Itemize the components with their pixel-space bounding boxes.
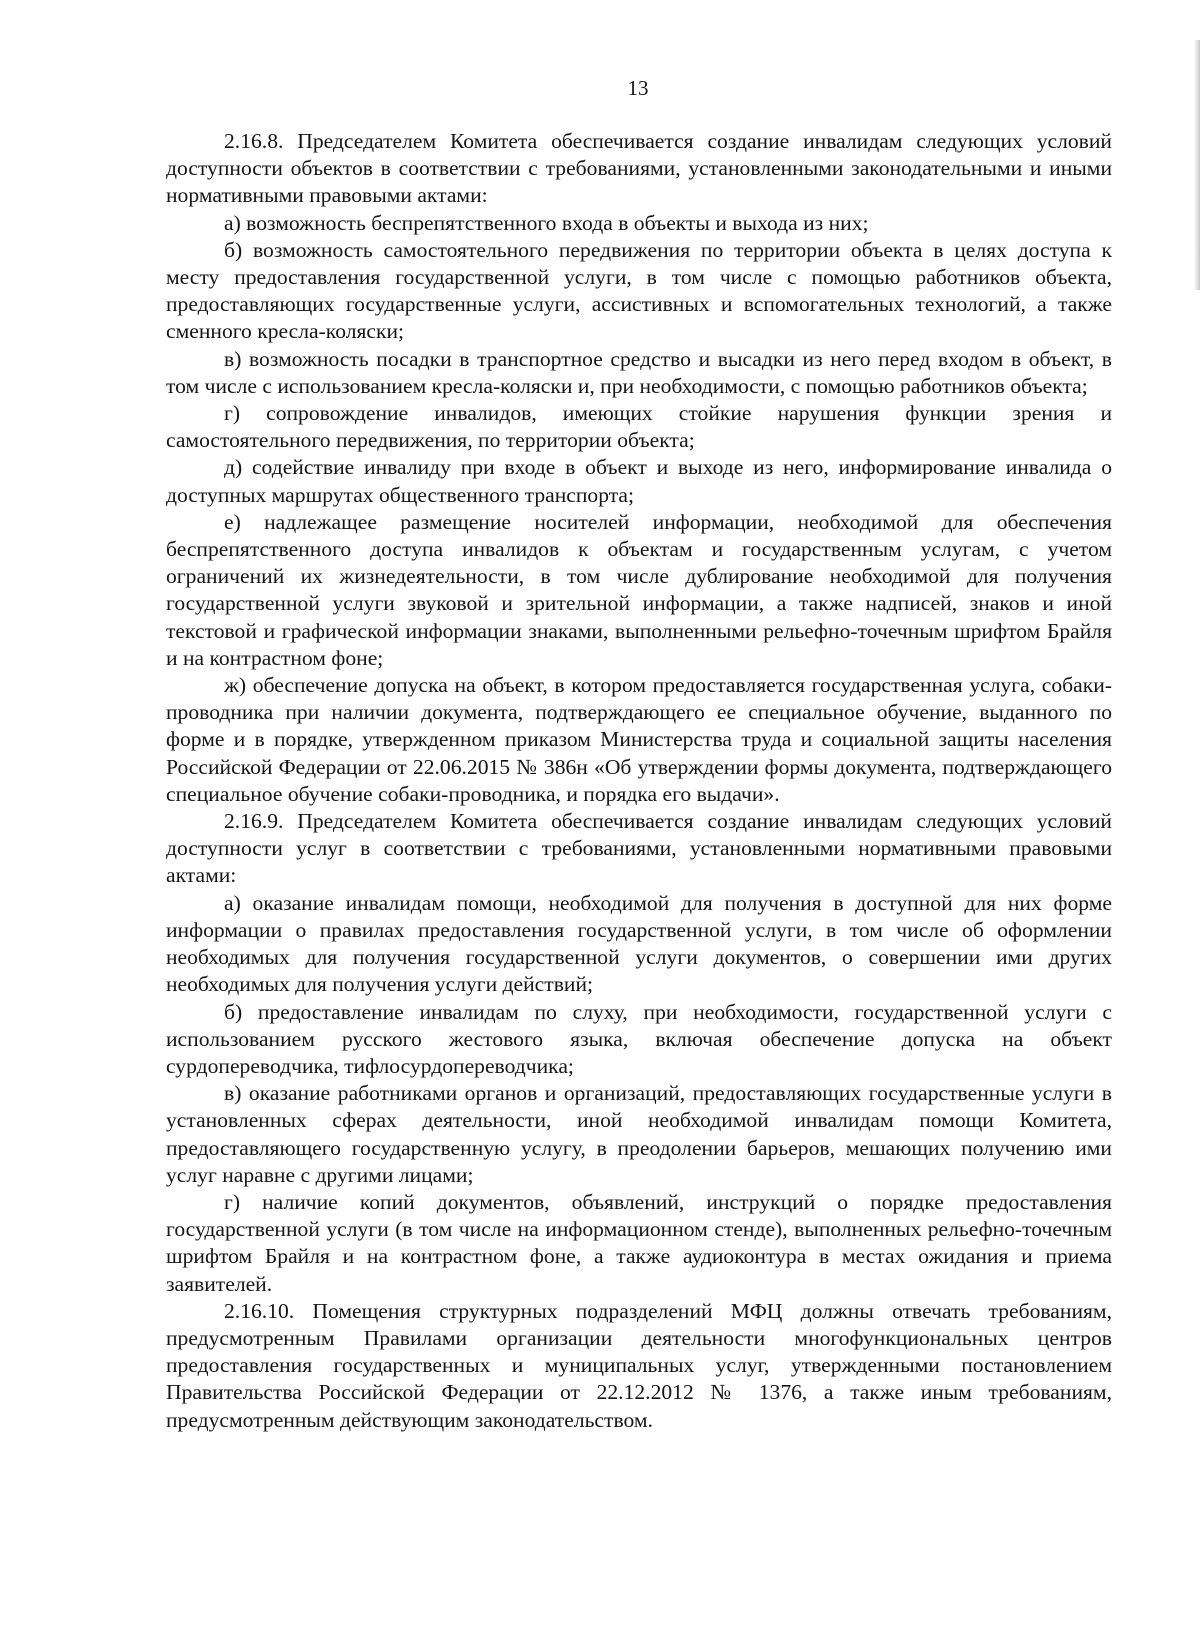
paragraph-2-16-9-a: а) оказание инвалидам помощи, необходимой для получения в доступной для них форме информации о правилах предоставления государственной услуги, в том числе об оформлении необходимых для получения государственной услуги документов, о совершении ими других необходимых для получения услуги действий;	[166, 890, 1112, 997]
paragraph-2-16-8-zh: ж) обеспечение допуска на объект, в котором предоставляется государственная услуга, собаки-проводника при наличии документа, подтверждающего ее специальное обучение, выданного по форме и в порядке, утвержденном приказом Министерства труда и социальной защиты населения Российской Федерации от 22.06.2015 № 386н «Об утверждении формы документа, подтверждающего специальное обучение собаки-проводника, и порядка его выдачи».	[166, 673, 1112, 806]
paragraph-2-16-9-v: в) оказание работниками органов и организаций, предоставляющих государственные услуги в установленных сферах деятельности, иной необходимой инвалидам помощи Комитета, предоставляющего государственную услугу, в преодолении барьеров, мешающих получению ими услуг наравне с другими лицами;	[166, 1081, 1112, 1187]
paragraph-2-16-9-b: б) предоставление инвалидам по слуху, при необходимости, государственной услуги с использованием русского жестового языка, включая обеспечение допуска на объект сурдопереводчика, тифлосурдопереводчика;	[166, 999, 1112, 1078]
paragraph-2-16-8-v: в) возможность посадки в транспортное средство и высадки из него перед входом в объект, в том числе с использованием кресла-коляски и, при необходимости, с помощью работников объекта;	[166, 346, 1112, 398]
paragraph-2-16-8-g: г) сопровождение инвалидов, имеющих стойкие нарушения функции зрения и самостоятельного передвижения, по территории объекта;	[166, 401, 1112, 453]
page-number: 13	[627, 76, 649, 100]
paragraph-2-16-8-b: б) возможность самостоятельного передвижения по территории объекта в целях доступа к месту предоставления государственной услуги, в том числе с помощью работников объекта, предоставляющих государственные услуги, ассистивных и вспомогательных технологий, а также сменного кресла-коляски;	[166, 237, 1112, 344]
paragraph-2-16-8-a: а) возможность беспрепятственного входа в объекты и выхода из них;	[224, 210, 869, 235]
paragraph-2-16-9: 2.16.9. Председателем Комитета обеспечивается создание инвалидам следующих условий доступности услуг в соответствии с требованиями, установленными нормативными правовыми актами:	[166, 809, 1112, 888]
paragraph-2-16-8-d: д) содействие инвалиду при входе в объект и выходе из него, информирование инвалида о доступных маршрутах общественного транспорта;	[166, 455, 1112, 507]
paragraph-2-16-10: 2.16.10. Помещения структурных подразделений МФЦ должны отвечать требованиям, предусмотренным Правилами организации деятельности многофункциональных центров предоставления государственных и муниципальных услуг, утвержденными постановлением Правительства Российской Федерации от 22.12.2012 № 1376, а также иным требованиям, предусмотренным действующим законодательством.	[166, 1298, 1112, 1432]
paragraph-2-16-8: 2.16.8. Председателем Комитета обеспечивается создание инвалидам следующих условий доступности объектов в соответствии с требованиями, установленными законодательными и иными нормативными правовыми актами:	[166, 129, 1112, 208]
paragraph-2-16-8-e: е) надлежащее размещение носителей информации, необходимой для обеспечения беспрепятственного доступа инвалидов к объектам и государственным услугам, с учетом ограничений их жизнедеятельности, в том числе дублирование необходимой для получения государственной услуги звуковой и зрительной информации, а также надписей, знаков и иной текстовой и графической информации знаками, выполненными рельефно-точечным шрифтом Брайля и на контрастном фоне;	[166, 509, 1112, 670]
paragraph-2-16-9-g: г) наличие копий документов, объявлений, инструкций о порядке предоставления государственной услуги (в том числе на информационном стенде), выполненных рельефно-точечным шрифтом Брайля и на контрастном фоне, а также аудиоконтура в местах ожидания и приема заявителей.	[166, 1189, 1112, 1296]
document-body	[166, 128, 1112, 1434]
